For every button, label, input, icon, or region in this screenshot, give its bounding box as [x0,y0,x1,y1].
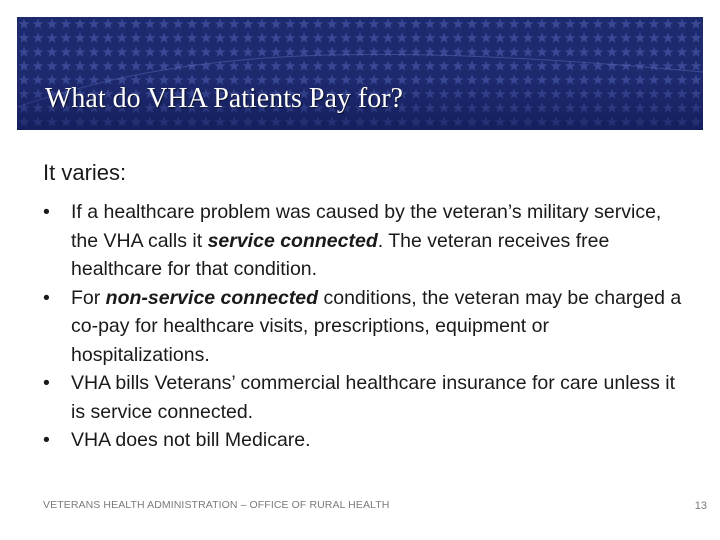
bullet-icon: • [43,201,50,223]
title-banner [17,17,703,130]
bullet-item [43,198,683,284]
bullet-text: VHA does not bill Medicare. [71,429,311,451]
bullet-text: For [71,286,106,309]
slide-title: What do VHA Patients Pay for? [45,83,403,114]
bullet-icon: • [43,372,50,394]
bullet-icon: • [43,429,50,451]
bullet-text: VHA bills Veterans’ commercial healthcare insurance for care unless it is service connected. [71,372,676,423]
bullet-list [43,198,683,455]
page-number: 13 [694,500,707,512]
bullet-item [43,284,683,370]
lead-text: It varies: [43,160,127,185]
bullet-item [43,369,683,426]
bullet-item [43,426,683,455]
footer-org: VETERANS HEALTH ADMINISTRATION – OFFICE OF RURAL HEALTH [43,499,390,511]
emphasis-term: service connected [207,229,378,252]
bullet-text: conditions, the veteran may be charged a co-pay for healthcare visits, prescriptions, equipment or hospitalizations. [71,286,682,366]
bullet-text: If a healthcare problem was caused by the veteran’s military service, the VHA calls it [71,201,662,252]
emphasis-term: non-service connected [105,286,319,309]
bullet-icon: • [43,286,50,309]
bullet-text: . The veteran receives free healthcare for that condition. [71,229,610,280]
